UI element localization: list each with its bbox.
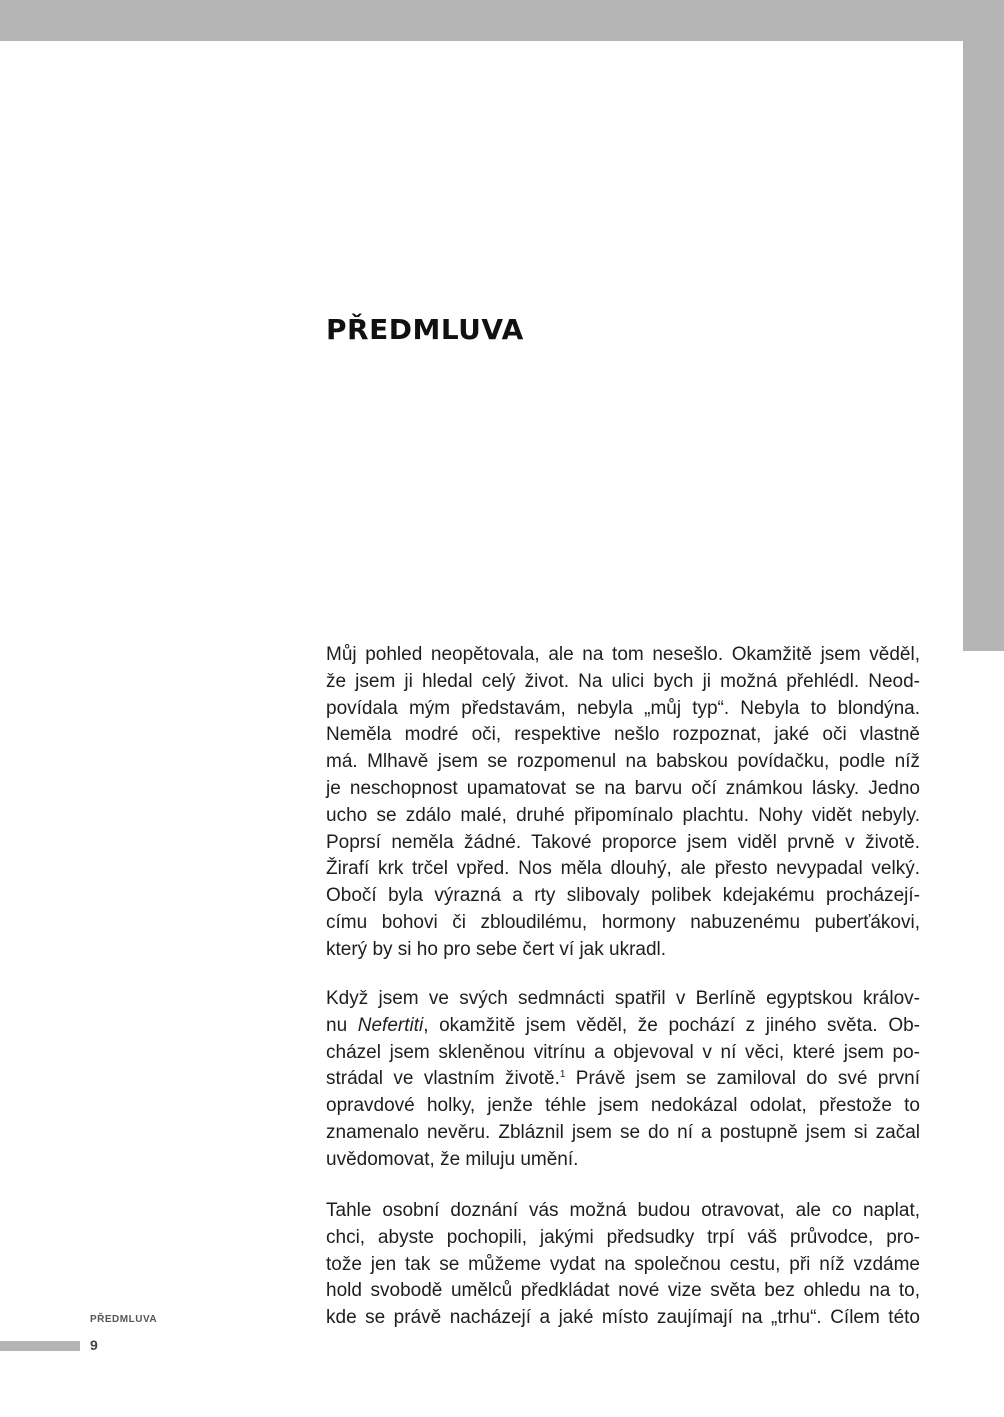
text-line: Žirafí krk trčel vpřed. Nos měla dlouhý, ale přesto nevypadal velký.	[326, 858, 920, 880]
page-number: 9	[90, 1337, 98, 1353]
text-line: ucho se zdálo malé, druhé připomínalo plachtu. Nohy vidět nebyly.	[326, 804, 920, 826]
side-decorative-bar	[963, 41, 1004, 651]
text-line: címu bohovi či zbloudilému, hormony nabuzenému puberťákovi,	[326, 911, 920, 933]
text-line: má. Mlhavě jsem se rozpomenul na babskou povídačku, podle níž	[326, 751, 920, 773]
artwork-name: Nefertiti	[357, 1014, 424, 1036]
text-line: Tahle osobní doznání vás možná budou otravovat, ale co naplat,	[326, 1200, 920, 1221]
text-line: Můj pohled neopětovala, ale na tom nesešlo. Okamžitě jsem věděl,	[326, 644, 920, 665]
text-line: uvědomovat, že miluju umění.	[326, 1148, 579, 1170]
text-line: povídala mým představám, nebyla „můj typ“. Nebyla to blondýna.	[326, 697, 920, 719]
text-line: cházel jsem skleněnou vitrínu a objevoval v ní věci, které jsem po-	[326, 1041, 920, 1063]
text-line: který by si ho pro sebe čert ví jak ukradl.	[326, 938, 667, 960]
text-fragment: Právě jsem se zamiloval do své první	[565, 1068, 920, 1090]
text-fragment: strádal ve vlastním životě.	[326, 1068, 560, 1090]
text-line	[326, 1066, 920, 1093]
text-line: tože jen tak se můžeme vydat na společnou cestu, při níž vzdáme	[326, 1253, 920, 1275]
text-line: hold svobodě umělců předkládat nové vize světa bez ohledu na to,	[326, 1280, 920, 1302]
text-line: Neměla modré oči, respektive nešlo rozpoznat, jaké oči vlastně	[326, 724, 920, 746]
footnote-marker[interactable]: 1	[559, 1069, 566, 1081]
bottom-decorative-bar	[0, 1341, 80, 1351]
text-fragment: nu	[326, 1014, 358, 1036]
text-line: kde se právě nacházejí a jaké místo zaujímají na „trhu“. Cílem této	[326, 1307, 920, 1329]
text-line	[326, 1013, 920, 1040]
text-line: je neschopnost upamatovat se na barvu očí známkou lásky. Jedno	[326, 777, 920, 799]
text-line: znamenalo nevěru. Zbláznil jsem se do ní a postupně jsem si začal	[326, 1121, 920, 1143]
paragraph-3	[326, 1198, 920, 1332]
text-line: chci, abyste pochopili, jakými předsudky trpí váš průvodce, pro-	[326, 1226, 920, 1248]
text-line: Obočí byla výrazná a rty slibovaly polibek kdejakému procházejí-	[326, 885, 920, 907]
page-title: PŘEDMLUVA	[326, 313, 524, 346]
text-line: že jsem ji hledal celý život. Na ulici bych ji možná přehlédl. Neod-	[326, 670, 920, 692]
text-line: Poprsí neměla žádné. Takové proporce jsem viděl prvně v životě.	[326, 831, 920, 853]
text-line: opravdové holky, jenže téhle jsem nedokázal odolat, přestože to	[326, 1095, 920, 1117]
running-footer-section: PŘEDMLUVA	[90, 1314, 158, 1325]
text-line: Když jsem ve svých sedmnácti spatřil v Berlíně egyptskou králov-	[326, 988, 920, 1009]
top-decorative-bar	[0, 0, 1004, 41]
paragraph-1	[326, 642, 920, 964]
text-fragment: , okamžitě jsem věděl, že pochází z jiného světa. Ob-	[423, 1014, 920, 1036]
paragraph-2	[326, 986, 920, 1174]
